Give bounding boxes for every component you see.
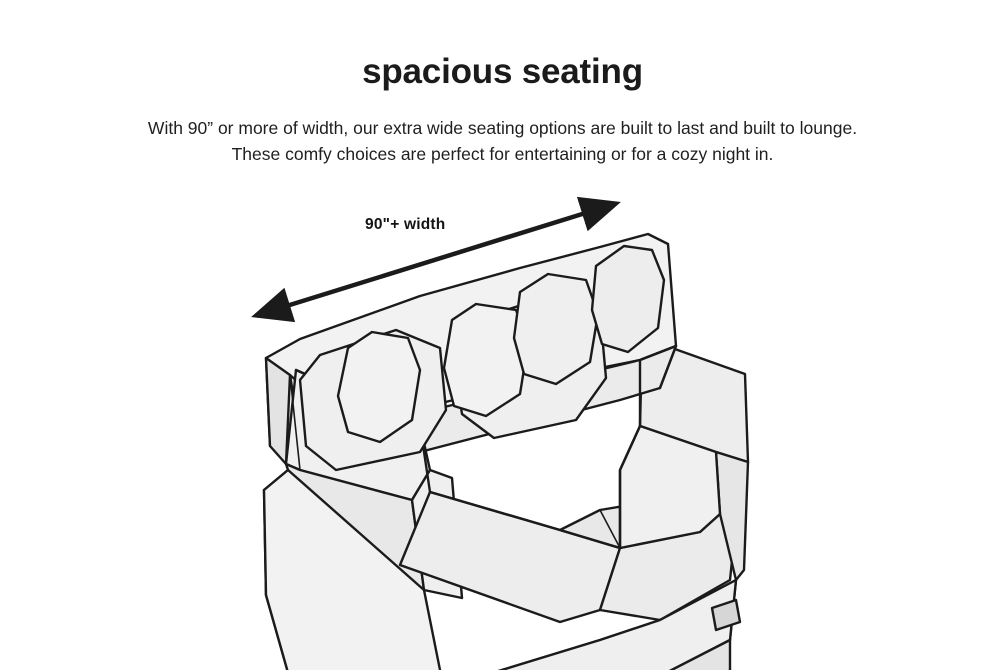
sofa-line-drawing-svg xyxy=(0,170,1005,670)
description-text xyxy=(93,115,913,167)
page-title: spacious seating xyxy=(362,52,643,91)
description-line-1: With 90” or more of width, our extra wide seating options are built to last and built to lounge. xyxy=(147,118,858,138)
description-line-2: These comfy choices are perfect for entertaining or for a cozy night in. xyxy=(231,144,774,164)
sofa-illustration xyxy=(0,170,1005,670)
width-dimension-label: 90"+ width xyxy=(365,216,446,233)
